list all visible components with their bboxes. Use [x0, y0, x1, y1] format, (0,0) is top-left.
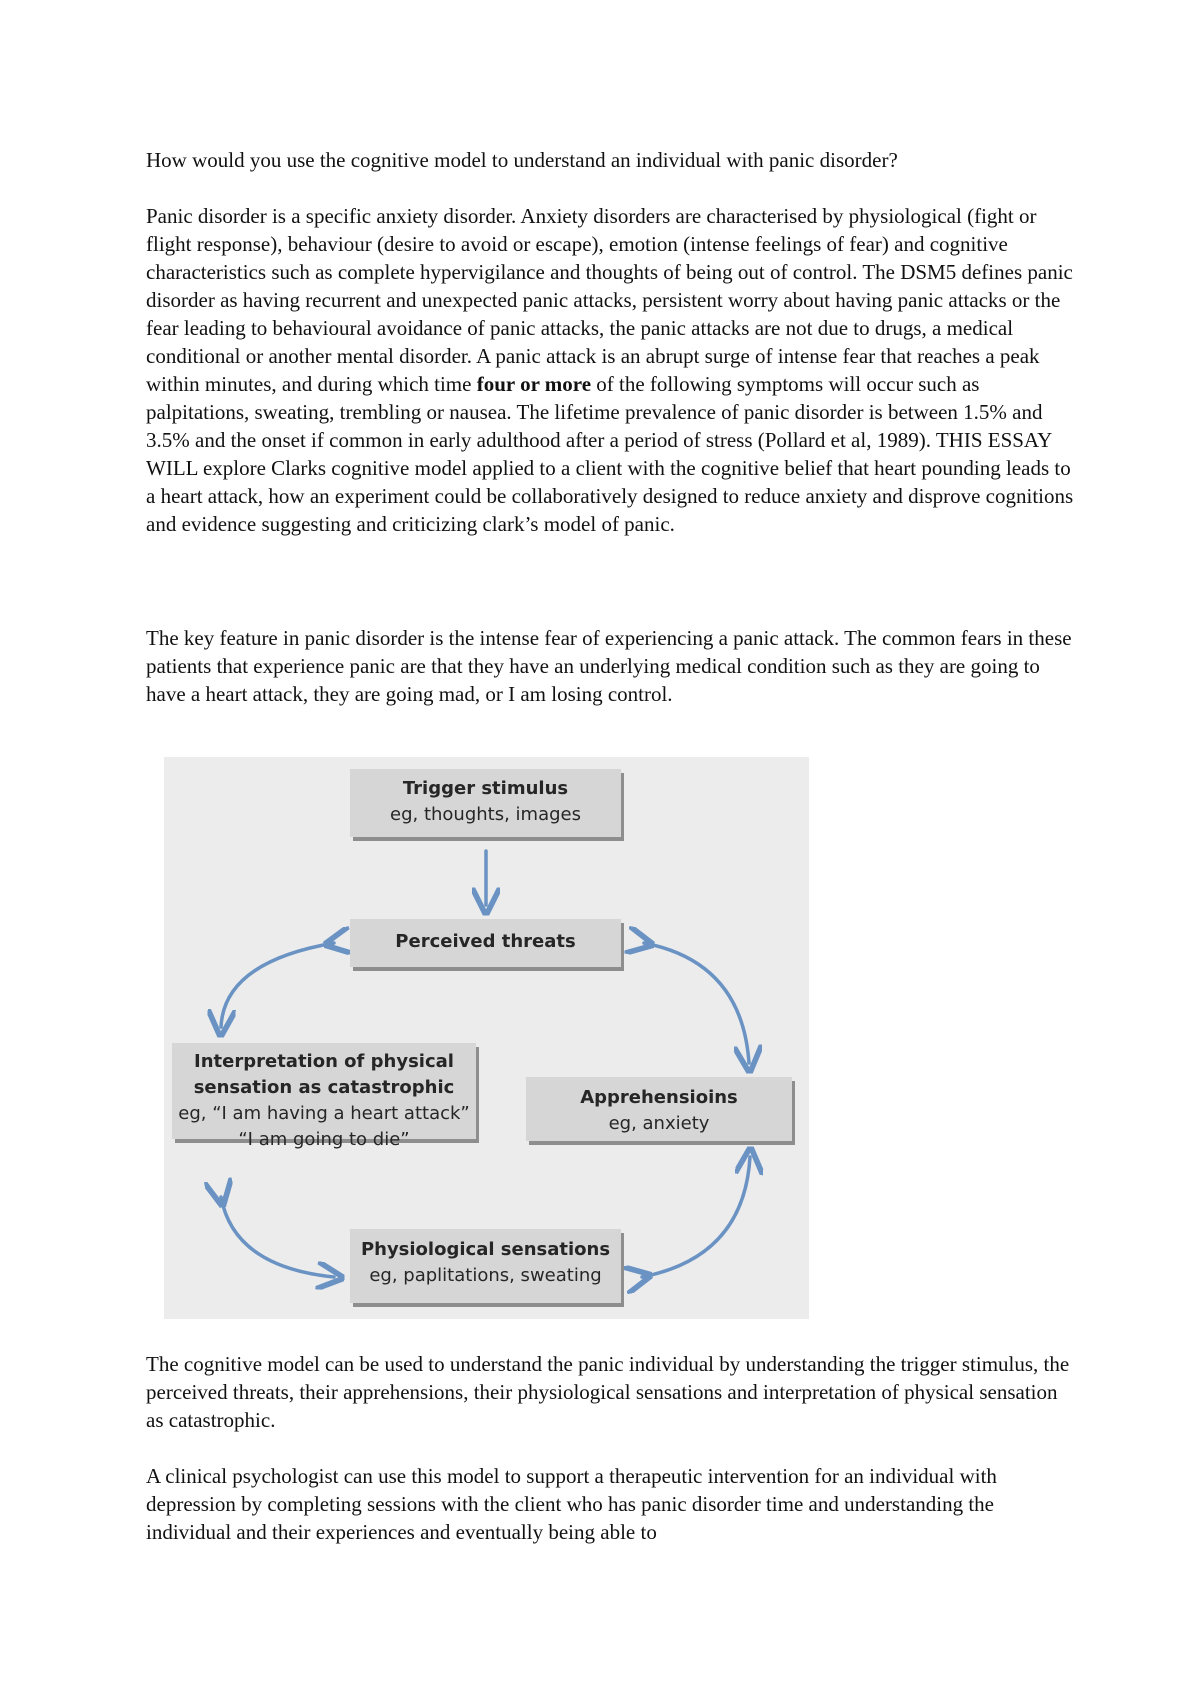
- arrow-interpretation-to-physiological: [221, 1197, 334, 1277]
- trigger-stimulus-box: [350, 769, 621, 837]
- perceived-threats-title: Perceived threats: [395, 931, 576, 952]
- trigger-stimulus-title: Trigger stimulus: [402, 778, 569, 799]
- arrow-perceived-to-interpretation: [221, 943, 334, 1027]
- arrow-perceived-to-apprehensions: [644, 943, 749, 1063]
- model-usage-paragraph: The cognitive model can be used to understand the panic individual by understanding the trigger stimulus, the perceived threats, their apprehensions, their physiological sensations and interpretation of physical sensation as catastrophic.: [146, 1352, 1070, 1432]
- interpretation-box: [172, 1043, 476, 1150]
- physiological-sensations-title: Physiological sensations: [360, 1239, 611, 1260]
- intro-bold-phrase: four or more: [476, 372, 592, 396]
- intro-text-part2: of the following symptoms will occur such as palpitations, sweating, trembling or nausea. The lifetime prevalence of panic disorder is between 1.5% and 3.5% and the onset if common in early adulthood after a period of stress (Pollard et al, 1989). THIS ESSAY WILL explore Clarks cognitive model applied to a client with the cognitive belief that heart pounding leads to a heart attack, how an experiment could be collaboratively designed to reduce anxiety and disprove cognitions and evidence suggesting and criticizing clark’s model of panic.: [146, 372, 1074, 536]
- interpretation-example-line2: “I am going to die”: [238, 1129, 410, 1150]
- apprehensions-example: eg, anxiety: [608, 1113, 710, 1134]
- apprehensions-box: [526, 1077, 792, 1141]
- physiological-sensations-box: [350, 1229, 621, 1303]
- intro-text-part1: Panic disorder is a specific anxiety disorder. Anxiety disorders are characterised by physiological (fight or flight response), behaviour (desire to avoid or escape), emotion (intense feelings of fear) and cognitive characteristics such as complete hypervigilance and thoughts of being out of control. The DSM5 defines panic disorder as having recurrent and unexpected panic attacks, persistent worry about having panic attacks or the fear leading to behavioural avoidance of panic attacks, the panic attacks are not due to drugs, a medical conditional or another mental disorder. A panic attack is an abrupt surge of intense fear that reaches a peak within minutes, and during which time: [146, 204, 1073, 396]
- essay-question: How would you use the cognitive model to understand an individual with panic disorder?: [146, 148, 898, 172]
- key-feature-paragraph: The key feature in panic disorder is the intense fear of experiencing a panic attack. The common fears in these patients that experience panic are that they have an underlying medical condition such as they are going to have a heart attack, they are going mad, or I am losing control.: [146, 626, 1072, 706]
- trigger-stimulus-example: eg, thoughts, images: [390, 804, 581, 825]
- physiological-sensations-example: eg, paplitations, sweating: [369, 1265, 602, 1286]
- clinical-paragraph: A clinical psychologist can use this model to support a therapeutic intervention for an individual with depression by completing sessions with the client who has panic disorder time and understanding the individual and their experiences and eventually being able to: [146, 1464, 997, 1544]
- interpretation-example-line1: eg, “I am having a heart attack”: [178, 1103, 470, 1124]
- interpretation-title-line2: sensation as catastrophic: [193, 1077, 455, 1098]
- intro-paragraph: [146, 202, 1076, 538]
- apprehensions-title: Apprehensioins: [580, 1087, 738, 1108]
- interpretation-title-line1: Interpretation of physical: [194, 1051, 454, 1072]
- perceived-threats-box: [350, 919, 621, 967]
- cognitive-model-diagram: [164, 757, 809, 1319]
- arrow-physiological-to-apprehensions: [642, 1157, 750, 1277]
